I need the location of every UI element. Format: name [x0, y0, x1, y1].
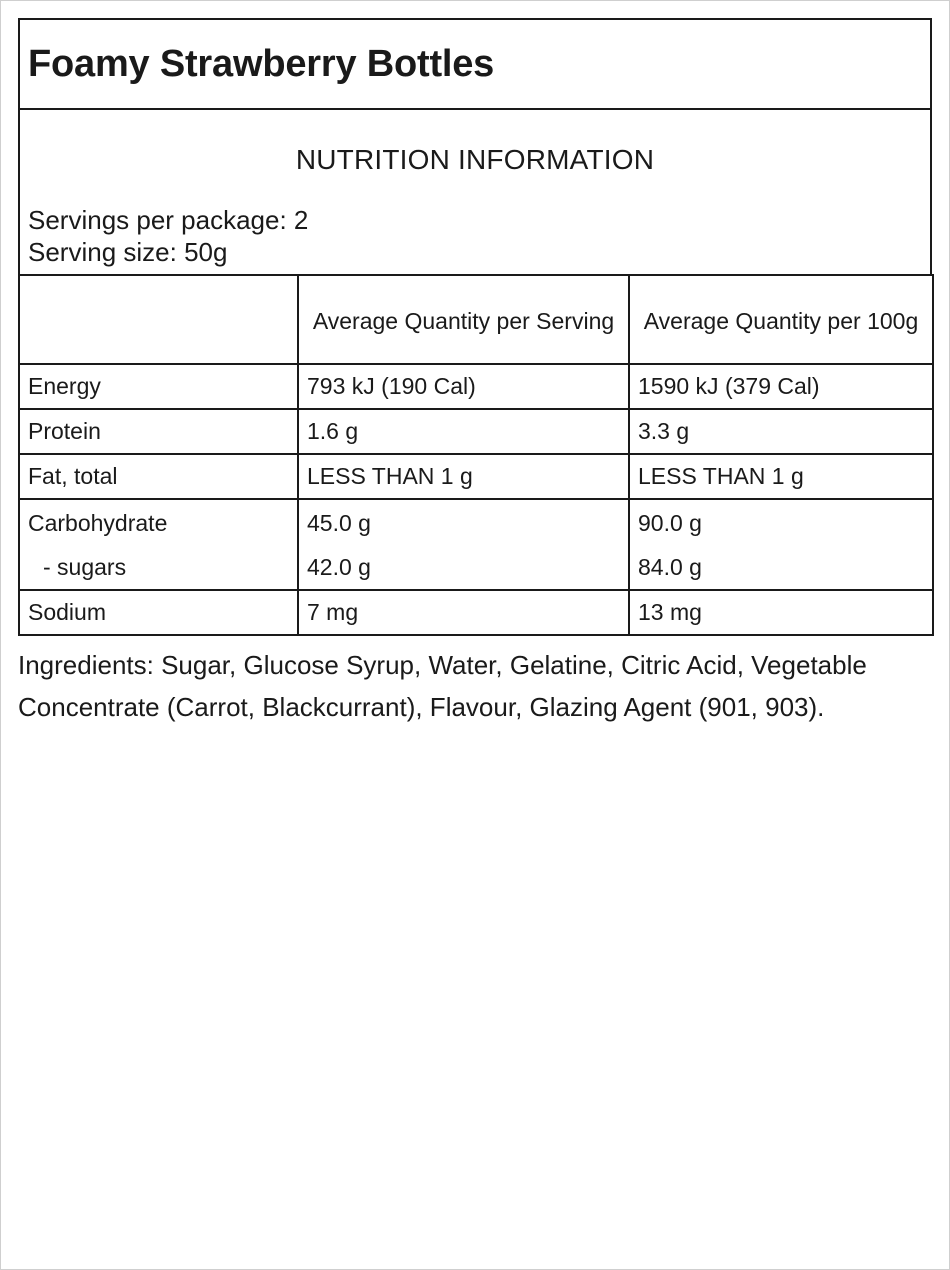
table-row-sodium — [19, 590, 933, 635]
header-cell-per-100g: Average Quantity per 100g — [629, 275, 933, 364]
nutrition-heading: NUTRITION INFORMATION — [295, 144, 655, 175]
row-per-100g-sugars: 84.0 g — [638, 554, 702, 580]
row-per-serving-sugars: 42.0 g — [307, 554, 371, 580]
row-label: Protein — [19, 409, 298, 454]
row-label: Fat, total — [19, 454, 298, 499]
row-per-100g-group — [629, 499, 933, 590]
row-per-serving: LESS THAN 1 g — [298, 454, 629, 499]
serving-size: Serving size: 50g — [28, 237, 228, 267]
table-row-carbohydrate — [19, 499, 933, 590]
row-label: Energy — [19, 364, 298, 409]
servings-per-package: Servings per package: 2 — [28, 205, 309, 235]
row-label: Carbohydrate — [28, 510, 168, 536]
row-per-100g: LESS THAN 1 g — [629, 454, 933, 499]
nutrition-info-box — [18, 108, 932, 276]
table-header-row — [19, 275, 933, 364]
nutrition-panel — [18, 18, 932, 636]
row-per-100g: 1590 kJ (379 Cal) — [629, 364, 933, 409]
table-row-protein — [19, 409, 933, 454]
row-per-100g: 13 mg — [629, 590, 933, 635]
row-per-serving-group — [298, 499, 629, 590]
row-label: Sodium — [19, 590, 298, 635]
ingredients-text: Ingredients: Sugar, Glucose Syrup, Water, Gelatine, Citric Acid, Vegetable Concentrate (Carrot, Blackcurrant), Flavour, Glazing Agent (901, 903). — [18, 650, 867, 722]
row-per-serving: 7 mg — [298, 590, 629, 635]
header-cell-per-serving: Average Quantity per Serving — [298, 275, 629, 364]
row-per-serving: 45.0 g — [307, 510, 371, 536]
nutrition-table — [18, 274, 934, 636]
row-per-100g: 90.0 g — [638, 510, 702, 536]
row-per-serving: 793 kJ (190 Cal) — [298, 364, 629, 409]
product-title: Foamy Strawberry Bottles — [28, 42, 495, 85]
row-label-group — [19, 499, 298, 590]
header-cell-empty — [19, 275, 298, 364]
row-per-serving: 1.6 g — [298, 409, 629, 454]
table-row-energy — [19, 364, 933, 409]
row-sublabel-sugars: - sugars — [43, 554, 127, 580]
row-per-100g: 3.3 g — [629, 409, 933, 454]
servings-block — [28, 204, 308, 268]
table-row-fat — [19, 454, 933, 499]
title-box — [18, 18, 932, 108]
